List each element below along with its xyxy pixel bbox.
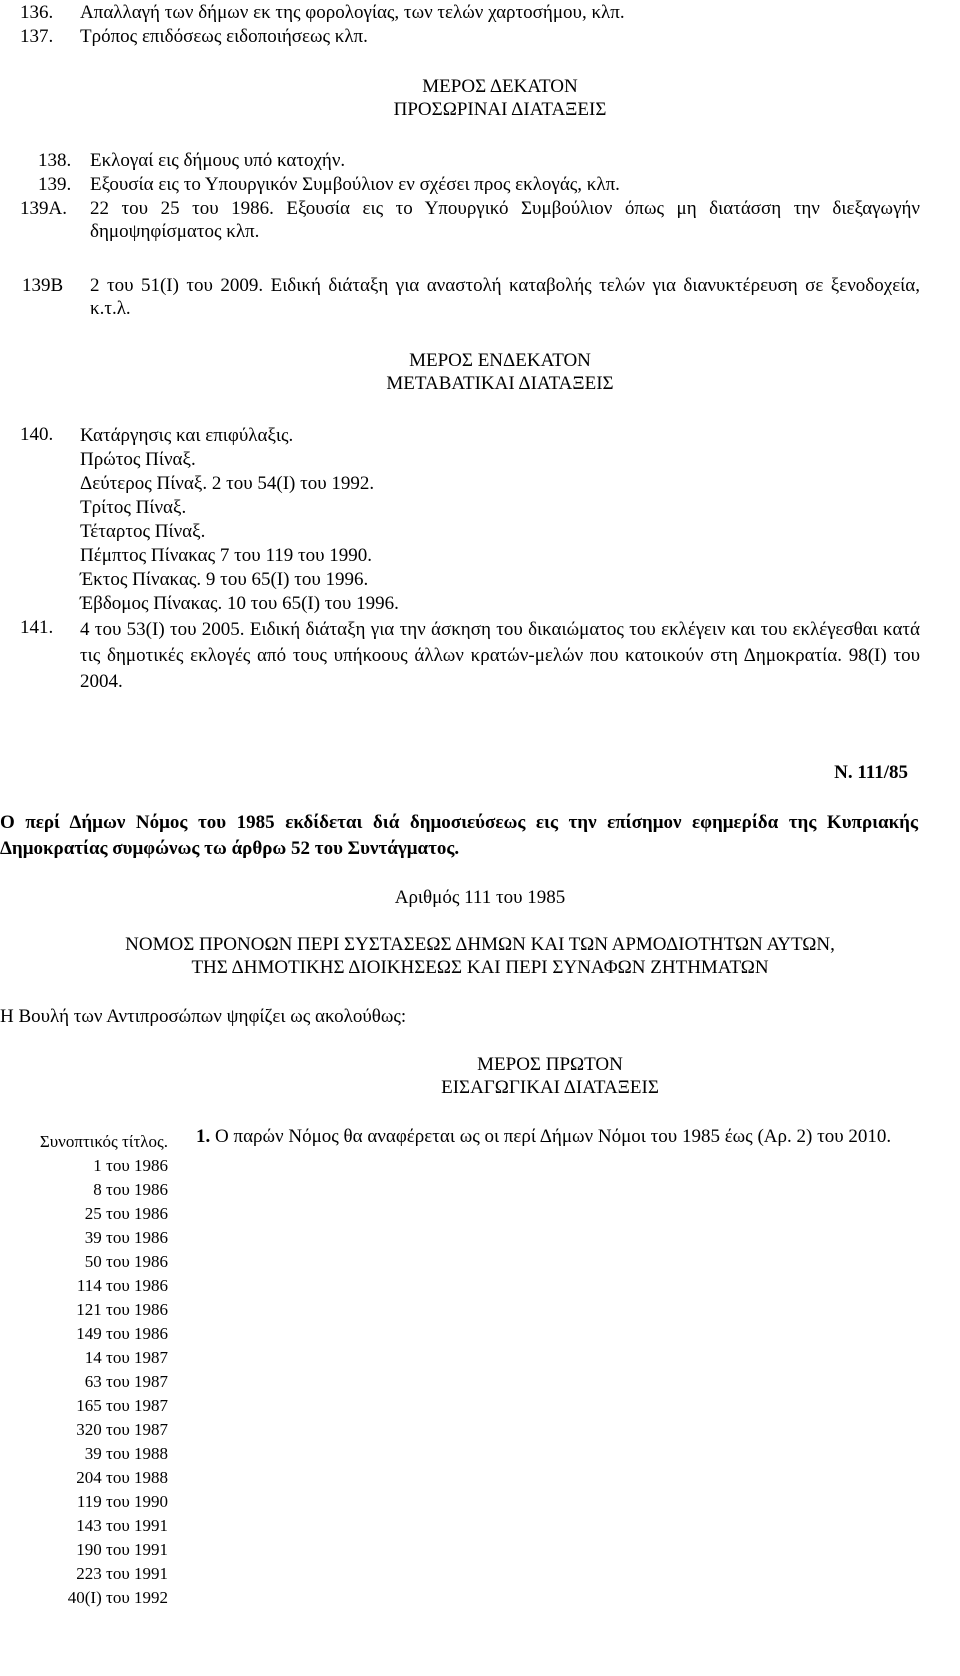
margin-note: 165 του 1987 xyxy=(76,1396,168,1415)
margin-notes xyxy=(10,1130,168,1610)
part-subtitle: ΜΕΤΑΒΑΤΙΚΑΙ ΔΙΑΤΑΞΕΙΣ xyxy=(386,372,614,394)
margin-note: 149 του 1986 xyxy=(76,1324,168,1343)
section-number: 1. xyxy=(196,1126,211,1147)
publication-note: Ο περί Δήμων Νόμος του 1985 εκδίδεται διά δημοσιεύσεως εις την επίσημον εφημερίδα της Κυπριακής Δημοκρατίας συμφώνως τω άρθρω 52 του Συντάγματος. xyxy=(0,812,918,859)
item-line: Πέμπτος Πίνακας 7 του 119 του 1990. xyxy=(80,545,373,566)
margin-note: 25 του 1986 xyxy=(84,1204,168,1223)
item-text: Εκλογαί εις δήμους υπό κατοχήν. xyxy=(90,150,346,171)
margin-note: 39 του 1986 xyxy=(84,1228,168,1247)
item-text: 22 του 25 του 1986. Εξουσία εις το Υπουργικό Συμβούλιον όπως μη διατάσση την διεξαγωγήν δημοψηφίσματος κλπ. xyxy=(90,198,920,242)
margin-note: 39 του 1988 xyxy=(84,1444,168,1463)
part-title: ΜΕΡΟΣ ΔΕΚΑΤΟΝ xyxy=(422,76,578,97)
law-reference: Ν. 111/85 xyxy=(834,762,908,783)
section-1 xyxy=(196,1124,916,1150)
margin-note: 14 του 1987 xyxy=(84,1348,168,1367)
item-number: 140. xyxy=(20,424,54,445)
item-number: 136. xyxy=(20,2,54,23)
item-text: 4 του 53(Ι) του 2005. Ειδική διάταξη για την άσκηση του δικαιώματος του εκλέγειν και του εκλέγεσθαι κατά τις δημοτικές εκλογές από τους υπήκοους άλλων κρατών-μελών που κατοικούν στη Δημοκρατία. 98(Ι) του 2004. xyxy=(80,619,920,692)
item-line: Τρίτος Πίναξ. xyxy=(80,497,187,518)
item-text: Εξουσία εις το Υπουργικόν Συμβούλιον εν σχέσει προς εκλογάς, κλπ. xyxy=(90,174,620,195)
item-number: 137. xyxy=(20,26,54,47)
part-heading xyxy=(0,350,960,396)
margin-note: 40(Ι) του 1992 xyxy=(67,1588,168,1607)
item-line: Έβδομος Πίνακας. 10 του 65(Ι) του 1996. xyxy=(80,593,399,614)
law-title-line: ΝΟΜΟΣ ΠΡΟΝΟΩΝ ΠΕΡΙ ΣΥΣΤΑΣΕΩΣ ΔΗΜΩΝ ΚΑΙ ΤΩΝ ΑΡΜΟΔΙΟΤΗΤΩΝ ΑΥΤΩΝ, xyxy=(125,934,835,955)
item-number: 139Β xyxy=(22,275,64,296)
margin-note: 63 του 1987 xyxy=(84,1372,168,1391)
part-title: ΜΕΡΟΣ ΠΡΩΤΟΝ xyxy=(477,1054,623,1075)
enactment-clause: Η Βουλή των Αντιπροσώπων ψηφίζει ως ακολούθως: xyxy=(0,1006,407,1027)
law-title-line: ΤΗΣ ΔΗΜΟΤΙΚΗΣ ΔΙΟΙΚΗΣΕΩΣ ΚΑΙ ΠΕΡΙ ΣΥΝΑΦΩΝ ΖΗΤΗΜΑΤΩΝ xyxy=(191,956,769,978)
margin-note: 119 του 1990 xyxy=(76,1492,168,1511)
part-heading xyxy=(0,1054,960,1100)
margin-note: Συνοπτικός τίτλος. xyxy=(39,1132,168,1151)
part-subtitle: ΠΡΟΣΩΡΙΝΑΙ ΔΙΑΤΑΞΕΙΣ xyxy=(393,98,607,120)
margin-note: 8 του 1986 xyxy=(93,1180,168,1199)
item-text: Απαλλαγή των δήμων εκ της φορολογίας, των τελών χαρτοσήμου, κλπ. xyxy=(80,2,625,23)
item-number: 141. xyxy=(20,617,54,638)
margin-note: 121 του 1986 xyxy=(76,1300,168,1319)
item-number: 138. xyxy=(38,150,72,171)
item-number: 139. xyxy=(38,174,72,195)
part-subtitle: ΕΙΣΑΓΩΓΙΚΑΙ ΔΙΑΤΑΞΕΙΣ xyxy=(441,1076,659,1098)
margin-note: 190 του 1991 xyxy=(76,1540,168,1559)
part-heading xyxy=(0,76,960,122)
margin-note: 223 του 1991 xyxy=(76,1564,168,1583)
law-number: Αριθμός 111 του 1985 xyxy=(394,887,566,908)
item-number: 139Α. xyxy=(20,198,67,219)
item-text: 2 του 51(Ι) του 2009. Ειδική διάταξη για αναστολή καταβολής τελών για διανυκτέρευση σε ξενοδοχεία, κ.τ.λ. xyxy=(90,275,920,319)
margin-note: 114 του 1986 xyxy=(76,1276,168,1295)
item-line: Δεύτερος Πίναξ. 2 του 54(Ι) του 1992. xyxy=(80,473,375,494)
margin-note: 50 του 1986 xyxy=(84,1252,168,1271)
item-lines xyxy=(80,424,920,616)
margin-note: 1 του 1986 xyxy=(93,1156,168,1175)
item-line: Έκτος Πίνακας. 9 του 65(Ι) του 1996. xyxy=(80,569,369,590)
item-line: Κατάργησις και επιφύλαξις. xyxy=(80,425,294,446)
item-line: Τέταρτος Πίναξ. xyxy=(80,521,206,542)
section-text: Ο παρών Νόμος θα αναφέρεται ως οι περί Δήμων Νόμοι του 1985 έως (Αρ. 2) του 2010. xyxy=(215,1126,892,1147)
item-text: Τρόπος επιδόσεως ειδοποιήσεως κλπ. xyxy=(80,26,368,47)
margin-note: 320 του 1987 xyxy=(76,1420,168,1439)
item-line: Πρώτος Πίναξ. xyxy=(80,449,196,470)
law-title xyxy=(0,934,960,980)
part-title: ΜΕΡΟΣ ΕΝΔΕΚΑΤΟΝ xyxy=(409,350,591,371)
margin-note: 204 του 1988 xyxy=(76,1468,168,1487)
margin-note: 143 του 1991 xyxy=(76,1516,168,1535)
